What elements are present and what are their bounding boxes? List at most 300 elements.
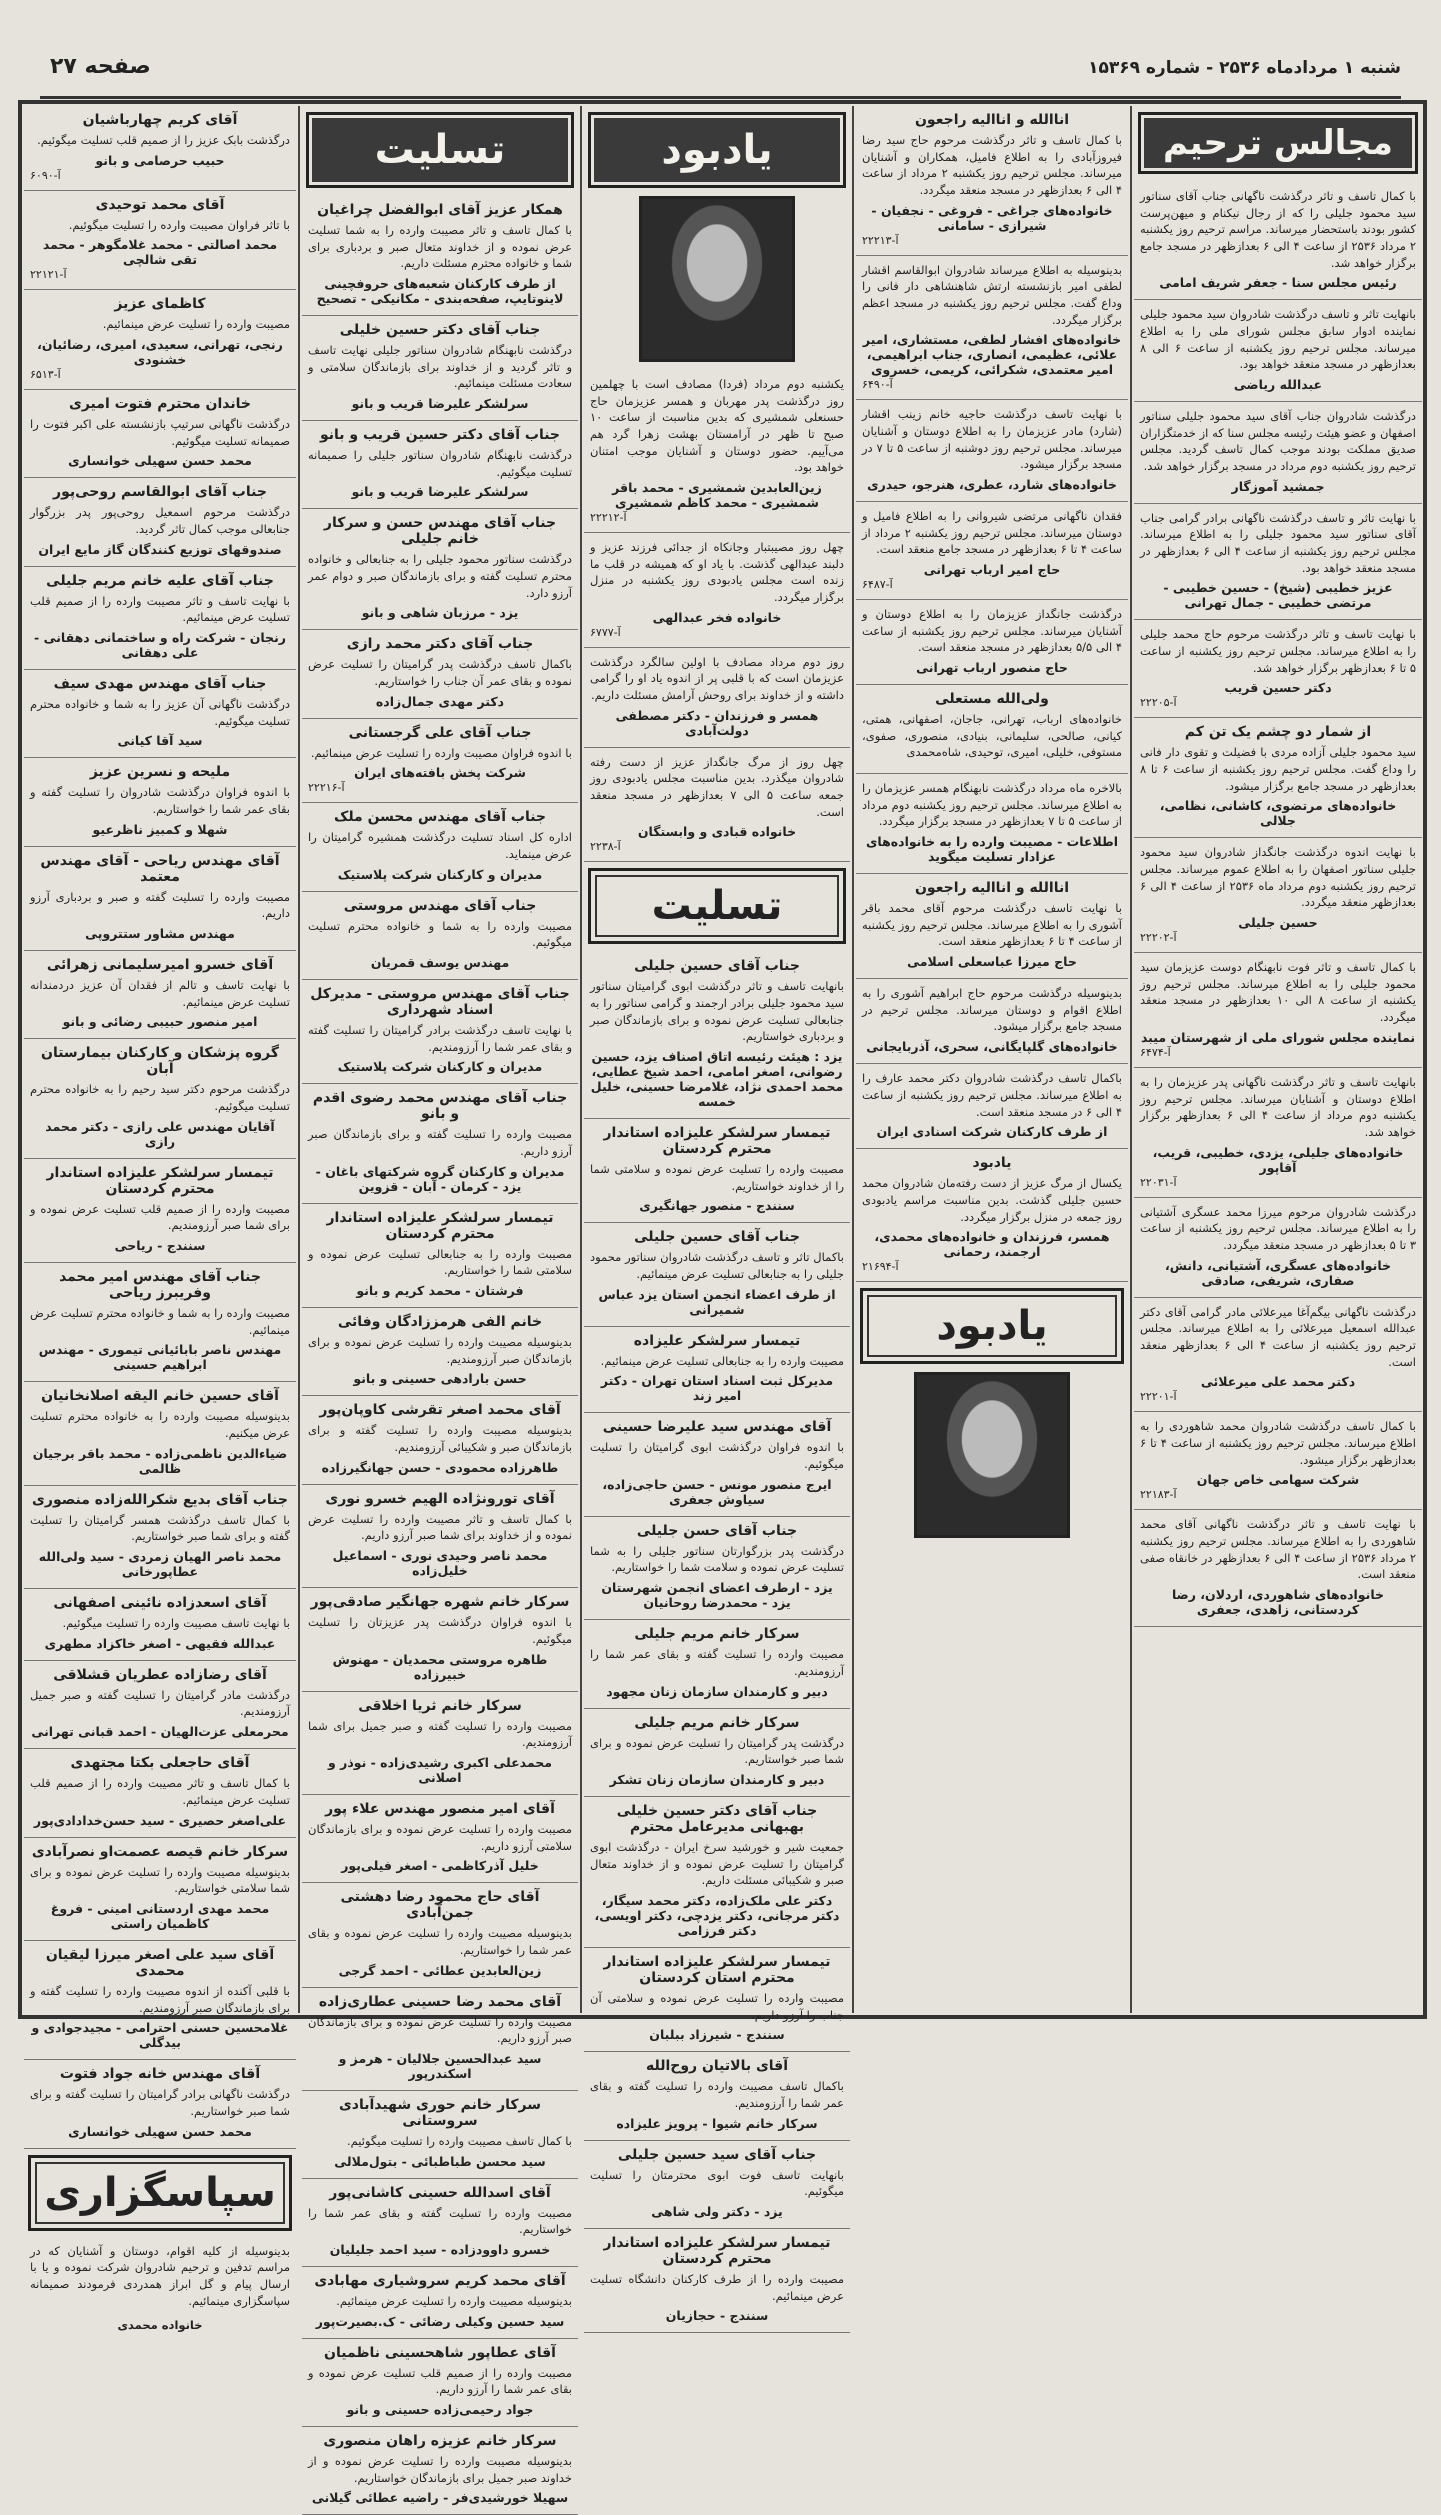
notice-body: درگذشت مرحوم اسمعیل روحی‌پور پدر بزرگوار جنابعالی موجب کمال تاثر گردید.	[30, 505, 290, 537]
notice-body: با اندوه فراوان درگذشت ابوی گرامیتان را تسلیت میگوئیم.	[590, 1440, 844, 1472]
notice-code: آ-۲۲۲۱۲	[590, 511, 627, 525]
notice-body: با نهایت تاسف درگذشت حاجیه خانم زینب اقشار (شارد) مادر عزیزمان را به اطلاع دوستان و آشنایان میرساند. مجلس ترحیم روز دوشنبه از ساعت ۵ تا ۷ در مسجد برگزار میشود.	[862, 407, 1122, 472]
notice-signature: مهندس مشاور ستتروپی	[85, 926, 235, 942]
notice-signature: محمد اصالتی - محمد غلامگوهر - محمد تقی شالچی	[42, 237, 278, 268]
notice	[584, 648, 850, 748]
notice-title: آقای اسعدزاده نائینی اصفهانی	[53, 1595, 267, 1612]
notice-body: چهل روز از مرگ جانگداز عزیز از دست رفته شادروان میگذرد. بدین مناسبت مجلس یادبودی روز جمعه ساعت ۵ الی ۷ بعدازظهر در مسجد منعقد است.	[590, 754, 845, 819]
portrait-photo	[914, 1372, 1070, 1538]
notice	[856, 256, 1128, 401]
notice-code: آ-۶۴۹۰	[862, 378, 893, 392]
notice-code: آ-۶۴۸۷	[862, 578, 893, 592]
notice-body: بدینوسیله به اطلاع میرساند شادروان ابوالقاسم اقشار لطفی امیر بازنشسته ارتش شاهنشاهی دار فانی را وداع گفت. مجلس ترحیم روز یکشنبه در مسجد اعظم برگزار میگردد.	[862, 262, 1122, 327]
notice	[302, 1084, 578, 1203]
notice-title: آقای کریم چهارباشیان	[82, 112, 238, 128]
notice-body: با کمال تاسف و تاثر فوت نابهنگام دوست عزیزمان سید محمود جلیلی را به اطلاع میرساند. مجلس ترحیم روز یکشنبه از ساعت ۸ الی ۱۰ بعدازظهر در مسجد منعقد میگردد.	[1140, 960, 1416, 1025]
notice-body: با قلبی آکنده از اندوه مصیبت وارده را تسلیت گفته و برای بازماندگان صبر آرزومندیم.	[30, 1983, 290, 2015]
notice-code: آ-۶۵۱۳	[30, 368, 61, 382]
notice-signature: ضیاءالدین ناظمی‌زاده - محمد باقر برجیان ظالمی	[32, 1445, 288, 1476]
notice-body: مصیبت وارده را تسلیت گفته و صبر و بردباری آرزو داریم.	[30, 889, 290, 921]
notice-body: مصیبت وارده را به شما و خانواده محترم تسلیت عرض مینمائیم.	[30, 1306, 290, 1337]
notice-body: مصیبت وارده را تسلیت گفته و برای بازماندگان صبر آرزو داریم.	[308, 1127, 572, 1159]
notice-signature: دکتر محمد علی میرعلائی	[1200, 1374, 1356, 1390]
notice	[584, 1223, 850, 1326]
notice-signature: محمد ناصر الهیان زمردی - سید ولی‌الله عطاپورخانی	[38, 1549, 282, 1580]
notice-list	[584, 952, 850, 2333]
thanks-signature: خانواده محمدی	[117, 2318, 203, 2333]
notice	[584, 1948, 850, 2052]
notice-signature: خلیل آذرکاظمی - اصغر فیلی‌پور	[341, 1858, 539, 1874]
notice-signature: خانواده‌های گلپایگانی، سحری، آذربایجانی	[866, 1039, 1118, 1055]
notice	[302, 1692, 578, 1795]
column-funeral-gatherings	[1134, 106, 1422, 2013]
notice-title: آقای رضازاده عطریان قشلاقی	[53, 1666, 267, 1683]
notice-signature: حسین جلیلی	[1238, 915, 1318, 931]
column-rule	[580, 106, 582, 2013]
notice-body: جمعیت شیر و خورشید سرخ ایران - درگذشت ابوی گرامیتان را تسلیت عرض نموده و از خداوند متعال صبر و شکیبائی مسئلت داریم.	[590, 1839, 844, 1888]
notice	[856, 979, 1128, 1064]
notice-body: باکمال تاسف درگذشت پدر گرامیتان را تسلیت عرض نموده و بقای عمر آن جناب را خواستاریم.	[308, 657, 572, 689]
notice	[584, 533, 850, 648]
notice-signature: عزیز خطیبی (شیخ) - حسین خطیبی - مرتضی خطیبی - جمال تهرانی	[1163, 580, 1393, 611]
notice-signature: مدیران و کارکنان شرکت پلاستیک	[337, 866, 543, 882]
notice-code: آ-۲۲۱۲۱	[30, 268, 67, 282]
notice	[24, 2060, 296, 2148]
notice-title: جناب آقای دکتر محمد رازی	[346, 636, 534, 653]
notice-title: آقای مهندس خانه جواد فتوت	[59, 2066, 261, 2083]
notice-title: جناب آقای حسین جلیلی	[634, 958, 800, 975]
notice-title: جناب آقای دکتر حسین قریب و بانو	[319, 427, 561, 444]
notice-body: درگذشت جانگداز عزیزمان را به اطلاع دوستان و آشنایان میرساند. مجلس ترحیم روز یکشنبه از ساعت ۴ الی ۵/۵ بعدازظهر در مسجد منعقد است.	[862, 607, 1122, 655]
notice-body: مصیبت وارده را به شما و خانواده محترم تسلیت میگوئیم.	[308, 918, 572, 950]
notice-body: مصیبت وارده را تسلیت عرض نموده و برای بازماندگان صبر آرزو داریم.	[308, 2014, 572, 2046]
notice-body: بانهایت تاثر و تاسف درگذشت شادروان سید محمود جلیلی نماینده ادوار سابق مجلس شورای ملی را به اطلاع میرساند. مجلس ترحیم روز یکشنبه از ساعت ۶ الی ۸ بعدازظهر در مسجد منعقد خواهد بود.	[1140, 307, 1416, 372]
notice-body: درگذشت ناگهانی برادر گرامیتان را تسلیت گفته و برای شما صبر خواستاریم.	[30, 2087, 290, 2118]
notice-body: بدینوسیله مصیبت وارده را تسلیت گفته و برای بازماندگان صبر و شکیبائی آرزومندیم.	[308, 1423, 572, 1455]
page-number: صفحه ۲۷	[50, 54, 151, 79]
notice-code: آ-۲۱۶۹۴	[862, 1260, 899, 1274]
notice-signature: سهیلا خورشیدی‌فر - راضیه عطائی گیلانی	[311, 2490, 569, 2506]
notice-title: یادبود	[972, 1155, 1012, 1172]
notice-signature: عبدالله ریاضی	[1233, 377, 1323, 393]
notice-code: آ-۲۲۲۰۵	[1140, 696, 1177, 710]
notice	[584, 952, 850, 1119]
notice-body: یکشنبه دوم مرداد (فردا) مصادف است با چهلمین روز درگذشت پدر مهربان و همسر عزیزمان حاج حسنعلی شمشیری که بدین مناسبت از ساعت ۱۰ صبح تا ظهر در آرامستان بهشت زهرا گرد هم می‌آییم. حضور دوستان و آشنایان موجب امتنان خواهد بود.	[590, 377, 844, 475]
notice	[584, 1517, 850, 1620]
notice	[24, 478, 296, 566]
notice-body: درگذشت بابک عزیز را از صمیم قلب تسلیت میگوئیم.	[37, 133, 290, 147]
notice-body: مصیبت وارده را تسلیت عرض نموده و سلامتی آن جناب را آرزو داریم.	[590, 1990, 844, 2022]
thanks-body: بدینوسیله از کلیه اقوام، دوستان و آشنایان که در مراسم تدفین و ترحیم شادروان شرکت نموده و یا با ارسال پیام و گل ابراز همدردی فرمودند صمیمانه سپاسگزاری مینمائیم.	[30, 2243, 290, 2308]
notice-title: تیمسار سرلشکر علیزاده استاندار محترم استان کردستان	[603, 1953, 831, 1986]
notice-signature: امیر منصور حبیبی رضائی و بانو	[62, 1014, 258, 1030]
notice-body: با تاثر فراوان مصیبت وارده را تسلیت میگوئیم.	[68, 217, 290, 232]
notice	[856, 874, 1128, 979]
notice	[302, 421, 578, 509]
notice-signature: جواد رحیمی‌زاده حسینی و بانو	[346, 2401, 534, 2417]
notice-code: آ-۶۰۹۰	[30, 168, 61, 182]
mourning-gatherings-banner: مجالس ترحیم	[1138, 112, 1418, 174]
notice-body: با نهایت تاسف و تاثر مصیبت وارده را از صمیم قلب تسلیت عرض مینمائیم.	[30, 593, 290, 625]
notice-signature: محمد حسن سهیلی خوانساری	[68, 2123, 252, 2139]
column-rule	[852, 106, 854, 2013]
notice-title: سرکار خانم قیصه عصمت‌او نصرآبادی	[31, 1843, 289, 1860]
notice-title: آقای عطاپور شاهحسینی ناظمیان	[324, 2344, 556, 2361]
notice-body: اداره کل اسناد تسلیت درگذشت همشیره گرامیتان را عرض مینماید.	[308, 830, 572, 862]
notice-code: آ-۶۷۷۷	[590, 625, 621, 639]
notice-body: فقدان ناگهانی مرتضی شیروانی را به اطلاع فامیل و دوستان میرساند. مجلس ترحیم روز یکشنبه ۲ مرداد از ساعت ۴ تا ۶ بعدازظهر در مسجد جامع منعقد است.	[862, 509, 1122, 557]
notice-signature: مهندس یوسف قمریان	[370, 955, 510, 971]
notice-signature: یزد - مرزبان شاهی و بانو	[361, 605, 519, 621]
notice-body: با کمال تاسف مصیبت وارده را تسلیت میگوئیم.	[346, 2133, 572, 2148]
notice-code: آ-۲۲۲۰۱	[1140, 1390, 1177, 1404]
notice-title: تیمسار سرلشکر علیزاده استاندار محترم کردستان	[603, 1125, 831, 1158]
notice-body: یکسال از مرگ عزیز از دست رفته‌مان شادروان محمد حسین جلیلی گذشت. بدین مناسبت مراسم یادبودی روز جمعه در منزل برگزار میگردد.	[862, 1176, 1122, 1224]
notice-body: درگذشت ناگهانی سرتیپ بازنشسته علی اکبر فتوت را صمیمانه تسلیت میگوئیم.	[30, 417, 290, 448]
notice-body: درگذشت ناگهانی آن عزیز را به شما و خانواده محترم تسلیت میگوئیم.	[30, 697, 290, 728]
notice-signature: مهندس ناصر بابائیانی تیموری - مهندس ابراهیم حسینی	[38, 1342, 282, 1373]
notice-body: مصیبت وارده را به جنابعالی تسلیت عرض مینمائیم.	[600, 1353, 844, 1368]
notice-body: درگذشت شادروان جناب آقای سید محمود جلیلی سناتور اصفهان و عضو هیئت رئیسه مجلس سنا که از خدمتگزاران صدیق مملکت بودند موجب کمال تاسف گردید. مجلس ترحیم روز یکشنبه دوم مرداد در مسجد برگزار خواهد شد.	[1140, 409, 1416, 474]
notice	[302, 316, 578, 421]
notice	[584, 2229, 850, 2333]
notice-signature: غلامحسین حسنی احترامی - مجیدجوادی و بیدگلی	[31, 2020, 289, 2051]
notice	[24, 1263, 296, 1382]
issue-date-line: شنبه ۱ مردادماه ۲۵۳۶ - شماره ۱۵۳۶۹	[1088, 58, 1401, 78]
column-rule	[298, 106, 300, 2013]
notice-title: تیمسار سرلشکر علیزاده استاندار محترم کردستان	[326, 1209, 554, 1242]
notice	[302, 1883, 578, 1987]
notice-signature: یزد - دکتر ولی شاهی	[651, 2203, 783, 2219]
notice-body: درگذشت پدر گرامیتان را تسلیت عرض نموده و برای شما صبر خواستاریم.	[590, 1735, 844, 1767]
notice-body: بدینوسیله درگذشت مرحوم حاج ابراهیم آشوری را به اطلاع اقوام و دوستان میرساند. مجلس ترحیم در مسجد جامع برگزار میشود.	[862, 986, 1122, 1034]
notice-signature: خسرو داوودزاده - سید احمد جلیلیان	[329, 2241, 551, 2257]
notice-title: ولی‌الله مستعلی	[935, 691, 1049, 708]
notice-signature: همسر، فرزندان و خانواده‌های محمدی، ارجمند، رحمانی	[874, 1229, 1110, 1260]
notice	[302, 630, 578, 718]
notice-body: مصیبت وارده را از صمیم قلب تسلیت عرض نموده و برای شما صبر آرزومندیم.	[30, 1201, 290, 1233]
notice-title: سرکار خانم مریم جلیلی	[634, 1714, 800, 1731]
notice	[1134, 953, 1422, 1068]
notice-signature: خانواده‌های افشار لطفی، مستشاری، امیر علائی، عظیمی، انصاری، جناب ابراهیمی، امیر معتمدی، شکرائی، کریمی، خسروی	[862, 332, 1122, 378]
notice	[302, 1396, 578, 1484]
notice-signature: آقایان مهندس علی رازی - دکتر محمد رازی	[45, 1118, 275, 1149]
notice	[24, 670, 296, 758]
notice-title: آقای بالاتیان روح‌الله	[645, 2058, 789, 2075]
notice	[856, 1064, 1128, 1149]
notice-signature: نماینده مجلس شورای ملی از شهرستان میبد	[1140, 1029, 1416, 1045]
notice-signature: سید آقا کیانی	[117, 733, 203, 749]
notice-body: مصیبت وارده را تسلیت عرض نموده و برای بازماندگان سلامتی آرزو داریم.	[308, 1821, 572, 1853]
notice-signature: سنندج - شیرزاد ببلبان	[649, 2027, 785, 2043]
notice-title: جناب آقای دکتر حسین خلیلی بهبهانی مدیرعامل محترم	[616, 1802, 818, 1835]
notice-body: با نهایت اندوه درگذشت جانگداز شادروان سید محمود جلیلی سناتور اصفهان را به اطلاع عموم میرساند. مجلس ترحیم روز یکشنبه دوم مرداد ماه ۲۵۳۶ از ساعت ۴ الی ۶ بعدازظهر منعقد میگردد.	[1140, 845, 1416, 910]
notice-signature: محرمعلی عزت‌الهیان - احمد قبانی تهرانی	[31, 1724, 289, 1740]
notice-body: با اندوه فراوان مصیبت وارده را تسلیت عرض مینمائیم.	[310, 745, 572, 760]
notice	[302, 196, 578, 316]
notice-title: جناب آقای مهندس حسن و سرکار خانم جلیلی	[323, 515, 557, 548]
notice	[584, 1413, 850, 1516]
notice-list	[1134, 182, 1422, 1627]
column-memorial	[584, 106, 850, 2324]
notice-signature: دبیر و کارمندان سازمان زنان تشکر	[609, 1771, 825, 1787]
notice-body: با کمال تاسف و تاثر مصیبت وارده را از صمیم قلب تسلیت عرض مینمائیم.	[30, 1776, 290, 1807]
notice	[302, 1204, 578, 1308]
notice-signature: شهلا و کمبیز ناظرعیو	[92, 821, 228, 837]
notice	[1134, 620, 1422, 718]
notice	[24, 1661, 296, 1749]
notice-signature: خانواده‌های جراغی - فروغی - نجفیان - شیرازی - سامانی	[871, 202, 1113, 233]
notice-title: آقای محمد کریم سروشیاری مهابادی	[314, 2272, 566, 2289]
notice-signature: حاج منصور ارباب تهرانی	[916, 660, 1068, 676]
notice-title: آقای حاج محمود رضا دهشتی جمن‌آبادی	[340, 1889, 540, 1922]
notice-body: درگذشت مرحوم دکتر سید رحیم را به خانواده محترم تسلیت میگوئیم.	[30, 1082, 290, 1114]
column-mourning	[856, 106, 1128, 2013]
notice-title: کاظمای عزیز	[114, 296, 206, 313]
notice-title: جناب آقای مهندس محسن ملک	[333, 809, 547, 826]
notice-title: آقای اسدالله حسینی کاشانی‌پور	[329, 2184, 551, 2201]
notice-signature: اطلاعات - مصیبت وارده را به خانواده‌های عزادار تسلیت میگوید	[865, 834, 1119, 865]
notice-body: مصیبت وارده را از صمیم قلب تسلیت عرض نموده و بقای عمر شما را آرزو داریم.	[308, 2365, 572, 2397]
notice-title: جناب آقای مهندس محمد رضوی اقدم و بانو	[312, 1090, 568, 1123]
notice	[24, 106, 296, 191]
notice-signature: محمدعلی اکبری رشیدی‌زاده - نوذر و اصلانی	[328, 1754, 552, 1785]
notice-signature: خانواده‌های عسگری، آشتیانی، دانش، صفاری، شریفی، صادقی	[1164, 1257, 1392, 1288]
notice	[302, 1485, 578, 1588]
notice	[584, 748, 850, 863]
condolence-banner: تسلیت	[306, 112, 574, 188]
notice-body: درگذشت شادروان مرحوم میرزا محمد عسگری آشتیانی را به اطلاع میرساند. مجلس ترحیم روز یکشنبه از ساعت ۳ تا ۵ بعدازظهر در مسجد منعقد میگردد.	[1140, 1204, 1416, 1252]
notice-list	[24, 106, 296, 2149]
notice	[24, 1838, 296, 1941]
notice	[302, 803, 578, 891]
notice-code: آ-۲۲۰۳۱	[1140, 1175, 1177, 1189]
notice-signature: زین‌العابدین شمشیری - محمد باقر شمشیری - محمد کاظم شمشیری	[612, 480, 822, 511]
notice	[1134, 1068, 1422, 1198]
notice-title: از شمار دو چشم یک تن کم	[1184, 724, 1372, 741]
notice-body: درگذشت سناتور محمود جلیلی را به جنابعالی و خانواده محترم تسلیت گفته و برای بازماندگان صبر و دوام عمر آرزو دارد.	[308, 552, 572, 600]
notice-body: بدینوسیله مصیبت وارده را تسلیت عرض نموده و بقای عمر شما را خواستاریم.	[308, 1926, 572, 1957]
notice-body: با کمال تاسف و تاثر مصیبت وارده را به شما تسلیت عرض نموده و از خداوند متعال صبر و بردباری برای شما و خانواده محترم مسئلت داریم.	[308, 223, 572, 271]
memorial-banner: یادبود	[588, 112, 846, 188]
notice-body: با کمال تاسف و تاثر درگذشت ناگهانی جناب آقای سناتور سید محمود جلیلی را که از رجال نیکنام و میهن‌پرست کشور بودند باستحضار میرساند. مراسم ترحیم روز یکشنبه ۲ مرداد ۲۵۳۶ از ساعت ۴ الی ۶ بعدازظهر در مسجد جامع برگزار خواهد شد.	[1140, 189, 1416, 270]
notice-signature: خانواده فخر عبدالهی	[652, 609, 782, 625]
notice-title: جناب آقای بدیع شکرالله‌زاده منصوری	[32, 1491, 288, 1508]
notice	[24, 1589, 296, 1661]
notice	[584, 1709, 850, 1797]
notice	[1134, 1412, 1422, 1510]
notice-signature: خانواده‌های مرتضوی، کاشانی، نظامی، جلالی	[1159, 798, 1397, 829]
notice-signature: زین‌العابدین عطائی - احمد گرجی	[338, 1962, 542, 1978]
notice-signature: رنجان - شرکت راه و ساختمانی دهقانی - علی دهقانی	[34, 630, 286, 661]
notice-body: با کمال تاسف و تاثر درگذشت مرحوم حاج سید رضا فیروزآبادی را به اطلاع فامیل، همکاران و آشنایان میرساند. مجلس ترحیم روز یکشنبه ۲ مرداد از ساعت ۴ الی ۶ بعدازظهر در مسجد منعقد میگردد.	[862, 133, 1122, 198]
notice	[302, 2267, 578, 2339]
notice-signature: صندوقهای توزیع کنندگان گاز مایع ایران	[38, 541, 282, 557]
notice-body: درگذشت مادر گرامیتان را تسلیت گفته و صبر جمیل آرزومندیم.	[30, 1687, 290, 1719]
notice	[584, 1797, 850, 1948]
notice	[584, 1620, 850, 1708]
notice-signature: شرکت پخش بافته‌های ایران	[354, 765, 526, 781]
notice	[1134, 838, 1422, 953]
notice-signature: محمد مهدی اردستانی امینی - فروغ کاظمیان راستی	[50, 1900, 270, 1931]
notice-body: با نهایت تاسف درگذشت مرحوم آقای محمد باقر آشوری را به اطلاع میرساند. مجلس ترحیم روز یکشنبه از ساعت ۴ تا ۶ بعدازظهر منعقد است.	[862, 901, 1122, 949]
page-header	[40, 50, 1401, 99]
column-rule	[1130, 106, 1132, 2013]
notice-title: جناب آقای مهندس مروستی	[343, 897, 537, 914]
notice-title: آقای امیر منصور مهندس علاء پور	[325, 1800, 555, 1817]
notice-body: مصیبت وارده را از طرف کارکنان دانشگاه تسلیت عرض مینمائیم.	[590, 2271, 844, 2303]
notice-title: اناالله و اناالیه راجعون	[914, 112, 1070, 128]
notice-signature: سنندج - ریاحی	[114, 1238, 206, 1254]
notice-title: جناب آقای سید حسین جلیلی	[617, 2146, 817, 2163]
notice	[24, 1382, 296, 1485]
notice-title: آقای مهندس سید علیرضا حسینی	[602, 1419, 832, 1436]
notice-signature: دکتر علی ملک‌زاده، دکتر محمد سیگار، دکتر مرجانی، دکتر یزدچی، دکتر اویسی، دکتر فرزامی	[594, 1892, 840, 1938]
notice	[302, 509, 578, 630]
notice-body: مصیبت وارده را به جنابعالی تسلیت عرض نموده و سلامتی شما را خواستاریم.	[308, 1246, 572, 1278]
notice	[584, 2052, 850, 2140]
notice	[856, 685, 1128, 774]
notice-title: سرکار خانم عزیزه راهان منصوری	[323, 2432, 557, 2449]
notice	[302, 980, 578, 1084]
notice-title: آقای سید علی اصغر میرزا لیقیان محمدی	[45, 1946, 275, 1979]
notice	[584, 1327, 850, 1414]
notice-code: آ-۲۲۲۱۳	[862, 233, 899, 247]
notice	[302, 2091, 578, 2179]
notice	[302, 892, 578, 980]
notice-signature: شرکت سهامی خاص جهان	[1196, 1472, 1360, 1488]
notice	[24, 390, 296, 478]
notice-signature: جمشید آموزگار	[1231, 478, 1325, 494]
notice	[1134, 1198, 1422, 1298]
notice-signature: محمد حسن سهیلی خوانساری	[68, 453, 252, 469]
notice-signature: از طرف کارکنان شعبه‌های حروفچینی لاینوتایپ، صفحه‌بندی - مکانیکی - تصحیح	[316, 276, 564, 307]
notice-body: با نهایت تاثر و تاسف درگذشت ناگهانی برادر گرامی جناب آقای سناتور سید محمود جلیلی را به اطلاع میرساند. مجلس ترحیم روز یکشنبه از ساعت ۴ الی ۶ بعدازظهر در مسجد منعقد خواهد بود.	[1140, 510, 1416, 575]
notice-signature: خانواده‌های شارد، عطری، هنرجو، حیدری	[867, 477, 1117, 493]
notice-body: درگذشت نابهنگام شادروان سناتور جلیلی نهایت تاسف و تاثر گردید و از خداوند برای بازماندگان سلامتی و سعادت مسئلت مینمائیم.	[308, 343, 572, 391]
notice-title: خاندان محترم فتوت امیری	[69, 396, 251, 413]
notice-body: بدینوسیله مصیبت وارده را تسلیت عرض نموده و برای بازماندگان صبر آرزومندیم.	[308, 1335, 572, 1366]
notice-title: اناالله و اناالیه راجعون	[914, 880, 1070, 897]
notice-signature: خانواده قبادی و وابستگان	[637, 824, 797, 840]
notice-body: مصیبت وارده را تسلیت گفته و بقای عمر شما را آرزومندیم.	[590, 1647, 844, 1678]
notice-signature: دبیر و کارمندان سازمان زنان مجهود	[606, 1683, 828, 1699]
notice	[856, 1149, 1128, 1282]
notice-signature: رنجی، تهرانی، سعیدی، امیری، رضائیان، خشنودی	[37, 337, 283, 368]
notice-body: با اندوه فراوان درگذشت پدر عزیزتان را تسلیت میگوئیم.	[308, 1615, 572, 1646]
notice-body: چهل روز مصیبتبار وجانکاه از جدائی فرزند عزیز و دلبند عبدالهی گذشت. با یاد او که همیشه در قلب ما زنده است مجلس یادبودی روز یکشنبه در منزل برگزار میگردد.	[590, 540, 844, 605]
notice-signature: خانواده‌های جلیلی، یزدی، خطیبی، قریب، آقاپور	[1152, 1144, 1404, 1175]
notice-body: روز دوم مرداد مصادف با اولین سالگرد درگذشت عزیزمان است که با قلبی پر از اندوه یاد او را گرامی داشته و از خداوند برای روحش آرامش مسئلت داریم.	[590, 654, 844, 703]
notice-body: مصیبت وارده را تسلیت گفته و صبر جمیل برای شما آرزومندیم.	[308, 1718, 572, 1750]
notice-list	[302, 196, 578, 2515]
notice	[856, 600, 1128, 685]
notice-title: تیمسار سرلشکر علیزاده استاندار محترم کردستان	[603, 2234, 831, 2267]
notice-title: جناب آقای علیه خانم مریم جلیلی	[46, 572, 274, 589]
notice-body: سید محمود جلیلی آزاده مردی با فضیلت و تقوی دار فانی را وداع گفت. مجلس ترحیم روز یکشنبه از ساعت ۶ تا ۸ بعدازظهر در مسجد جامع برگزار میشود.	[1140, 745, 1417, 793]
notice	[24, 1486, 296, 1589]
notice-signature: سرلشکر علیرضا قریب و بانو	[351, 484, 529, 500]
notice-title: جناب آقای مهندس مهدی سیف	[53, 676, 267, 693]
notice-code: آ-۲۲۳۸	[590, 840, 621, 854]
notice-body: با نهایت تاسف مصیبت وارده را تسلیت میگوئیم.	[62, 1616, 290, 1631]
notice-signature: حبیب حرصامی و بانو	[95, 152, 225, 168]
notice-title: آقای خسرو امیرسلیمانی زهرائی	[46, 957, 274, 974]
notice	[856, 106, 1128, 256]
notice	[24, 847, 296, 951]
notice	[1134, 300, 1422, 402]
notice-signature: سید حسین وکیلی رضائی - ک.بصیرت‌پور	[315, 2313, 565, 2329]
notice-body: باکمال تاسف درگذشت شادروان دکتر محمد عارف را به اطلاع میرساند. مجلس ترحیم روز یکشنبه از ساعت ۴ الی ۶ در مسجد منعقد است.	[862, 1071, 1122, 1119]
notice-title: آقای مهندس ریاحی - آقای مهندس معتمد	[40, 852, 280, 885]
notice	[302, 1988, 578, 2091]
notice	[856, 400, 1128, 502]
notice-signature: سید محسن طباطبائی - بتول‌ملالی	[334, 2153, 546, 2169]
notice-title: تیمسار سرلشکر علیزاده	[633, 1332, 801, 1349]
notice-title: جناب آقای مهندس مروستی - مدیرکل اسناد شهرداری	[310, 986, 570, 1019]
notice-title: جناب آقای علی گرجستانی	[348, 724, 532, 741]
notice	[24, 1039, 296, 1158]
notice-signature: مدیرکل ثبت اسناد استان تهران - دکتر امیر زند	[600, 1373, 834, 1404]
notice-signature: عبدالله فقیهی - اصغر خاکزاد مطهری	[44, 1635, 276, 1651]
notice-code: آ-۲۲۱۸۳	[1140, 1488, 1177, 1502]
notice-signature: یزد - ارطرف اعضای انجمن شهرستان یزد - محمدرضا روحانیان	[601, 1580, 833, 1611]
notice-body: با کمال تاسف و تاثر مصیبت وارده را تسلیت عرض نموده و از خداوند برای شما صبر آرزو داریم.	[308, 1511, 572, 1543]
notice	[584, 2141, 850, 2229]
notice	[302, 1308, 578, 1396]
notice-signature: حسن بارادهی حسینی و بانو	[353, 1371, 527, 1387]
notice-title: آقای محمد اصغر تقرشی کاوپان‌پور	[319, 1402, 561, 1419]
notice-signature: دکتر مهدی جمال‌زاده	[375, 693, 505, 709]
notice-body: مصیبت وارده را تسلیت گفته و بقای عمر شما را خواستاریم.	[308, 2205, 572, 2237]
notice	[1134, 718, 1422, 838]
notice-signature: مدیران و کارکنان گروه شرکتهای باغان - یزد - کرمان - آبان - قزوین	[315, 1163, 565, 1194]
notice-list	[584, 370, 850, 862]
notice	[302, 1795, 578, 1883]
notice-signature: مدیران و کارکنان شرکت پلاستیک	[337, 1059, 543, 1075]
notice-body: بانهایت تاسف و تاثر درگذشت ابوی گرامیتان سناتور سید محمود جلیلی برادر ارجمند و گرامی سناتور را به جنابعالی تسلیت عرض نموده و برای بازماندگان صبر و بردباری خواستاریم.	[590, 979, 844, 1044]
notice-signature: از طرف اعضاء انجمن استان یزد عباس شمیرانی	[598, 1286, 836, 1317]
notice-title: سرکار خانم ثریا اخلاقی	[358, 1697, 522, 1714]
notice-code: آ-۲۲۲۰۲	[1140, 931, 1177, 945]
notice-body: با نهایت تاسف درگذشت برادر گرامیتان را تسلیت گفته و بقای عمر شما را آرزومندیم.	[308, 1023, 572, 1054]
column-condolences-2	[302, 106, 578, 2506]
notice-body: با نهایت تاسف و تاثر درگذشت ناگهانی آقای محمد شاهوردی را به اطلاع میرساند. مجلس ترحیم روز یکشنبه ۲ مرداد ۲۵۳۶ از ساعت ۴ الی ۶ بعدازظهر در خانقاه صفی منعقد است.	[1140, 1517, 1416, 1582]
notice-body: مصیبت وارده را تسلیت عرض نموده و سلامتی شما را از خداوند خواستاریم.	[590, 1162, 844, 1193]
notice-body: با کمال تاسف درگذشت شادروان محمد شاهوردی را به اطلاع میرساند. مجلس ترحیم روز یکشنبه از ساعت ۴ تا ۶ بعدازظهر برگزار میشود.	[1140, 1419, 1417, 1467]
notice-body: بالاخره ماه مرداد درگذشت نابهنگام همسر عزیزمان را به اطلاع میرساند. مجلس ترحیم روز یکشنبه دوم مرداد از ساعت ۵ تا ۷ بعدازظهر در مسجد برگزار میگردد.	[862, 781, 1122, 829]
notice-code: آ-۶۴۷۴	[1140, 1045, 1171, 1059]
notice	[24, 1159, 296, 1263]
condolence-banner: تسلیت	[588, 868, 846, 944]
notice-signature: طاهره مروستی محمدیان - مهنوش خبیرزاده	[332, 1651, 548, 1682]
notice-signature: طاهرزاده محمودی - حسن جهانگیرزاده	[321, 1459, 559, 1475]
notice-signature: از طرف کارکنان شرکت اسنادی ایران	[876, 1124, 1108, 1140]
notice	[24, 951, 296, 1039]
notice-body: مصیبت وارده را تسلیت عرض مینمائیم.	[102, 317, 290, 332]
notice	[24, 567, 296, 670]
notice	[856, 502, 1128, 600]
notice-body: باکمال تاثر و تاسف درگذشت شادروان سناتور محمود جلیلی را به جنابعالی تسلیت عرض مینمائیم.	[590, 1250, 844, 1282]
notice	[584, 370, 850, 533]
notice	[24, 1749, 296, 1837]
notice-title: تیمسار سرلشکر علیزاده استاندار محترم کردستان	[46, 1164, 274, 1197]
notice-title: همکار عزیز آقای ابوالفضل چراغیان	[317, 202, 563, 218]
notice-signature: دکتر حسین قریب	[1224, 680, 1332, 696]
notice-signature: فرشتان - محمد کریم و بانو	[356, 1283, 524, 1299]
notice	[302, 719, 578, 804]
notice-signature: علی‌اصغر حصیری - سید حسن‌خدادادی‌پور	[33, 1812, 287, 1828]
